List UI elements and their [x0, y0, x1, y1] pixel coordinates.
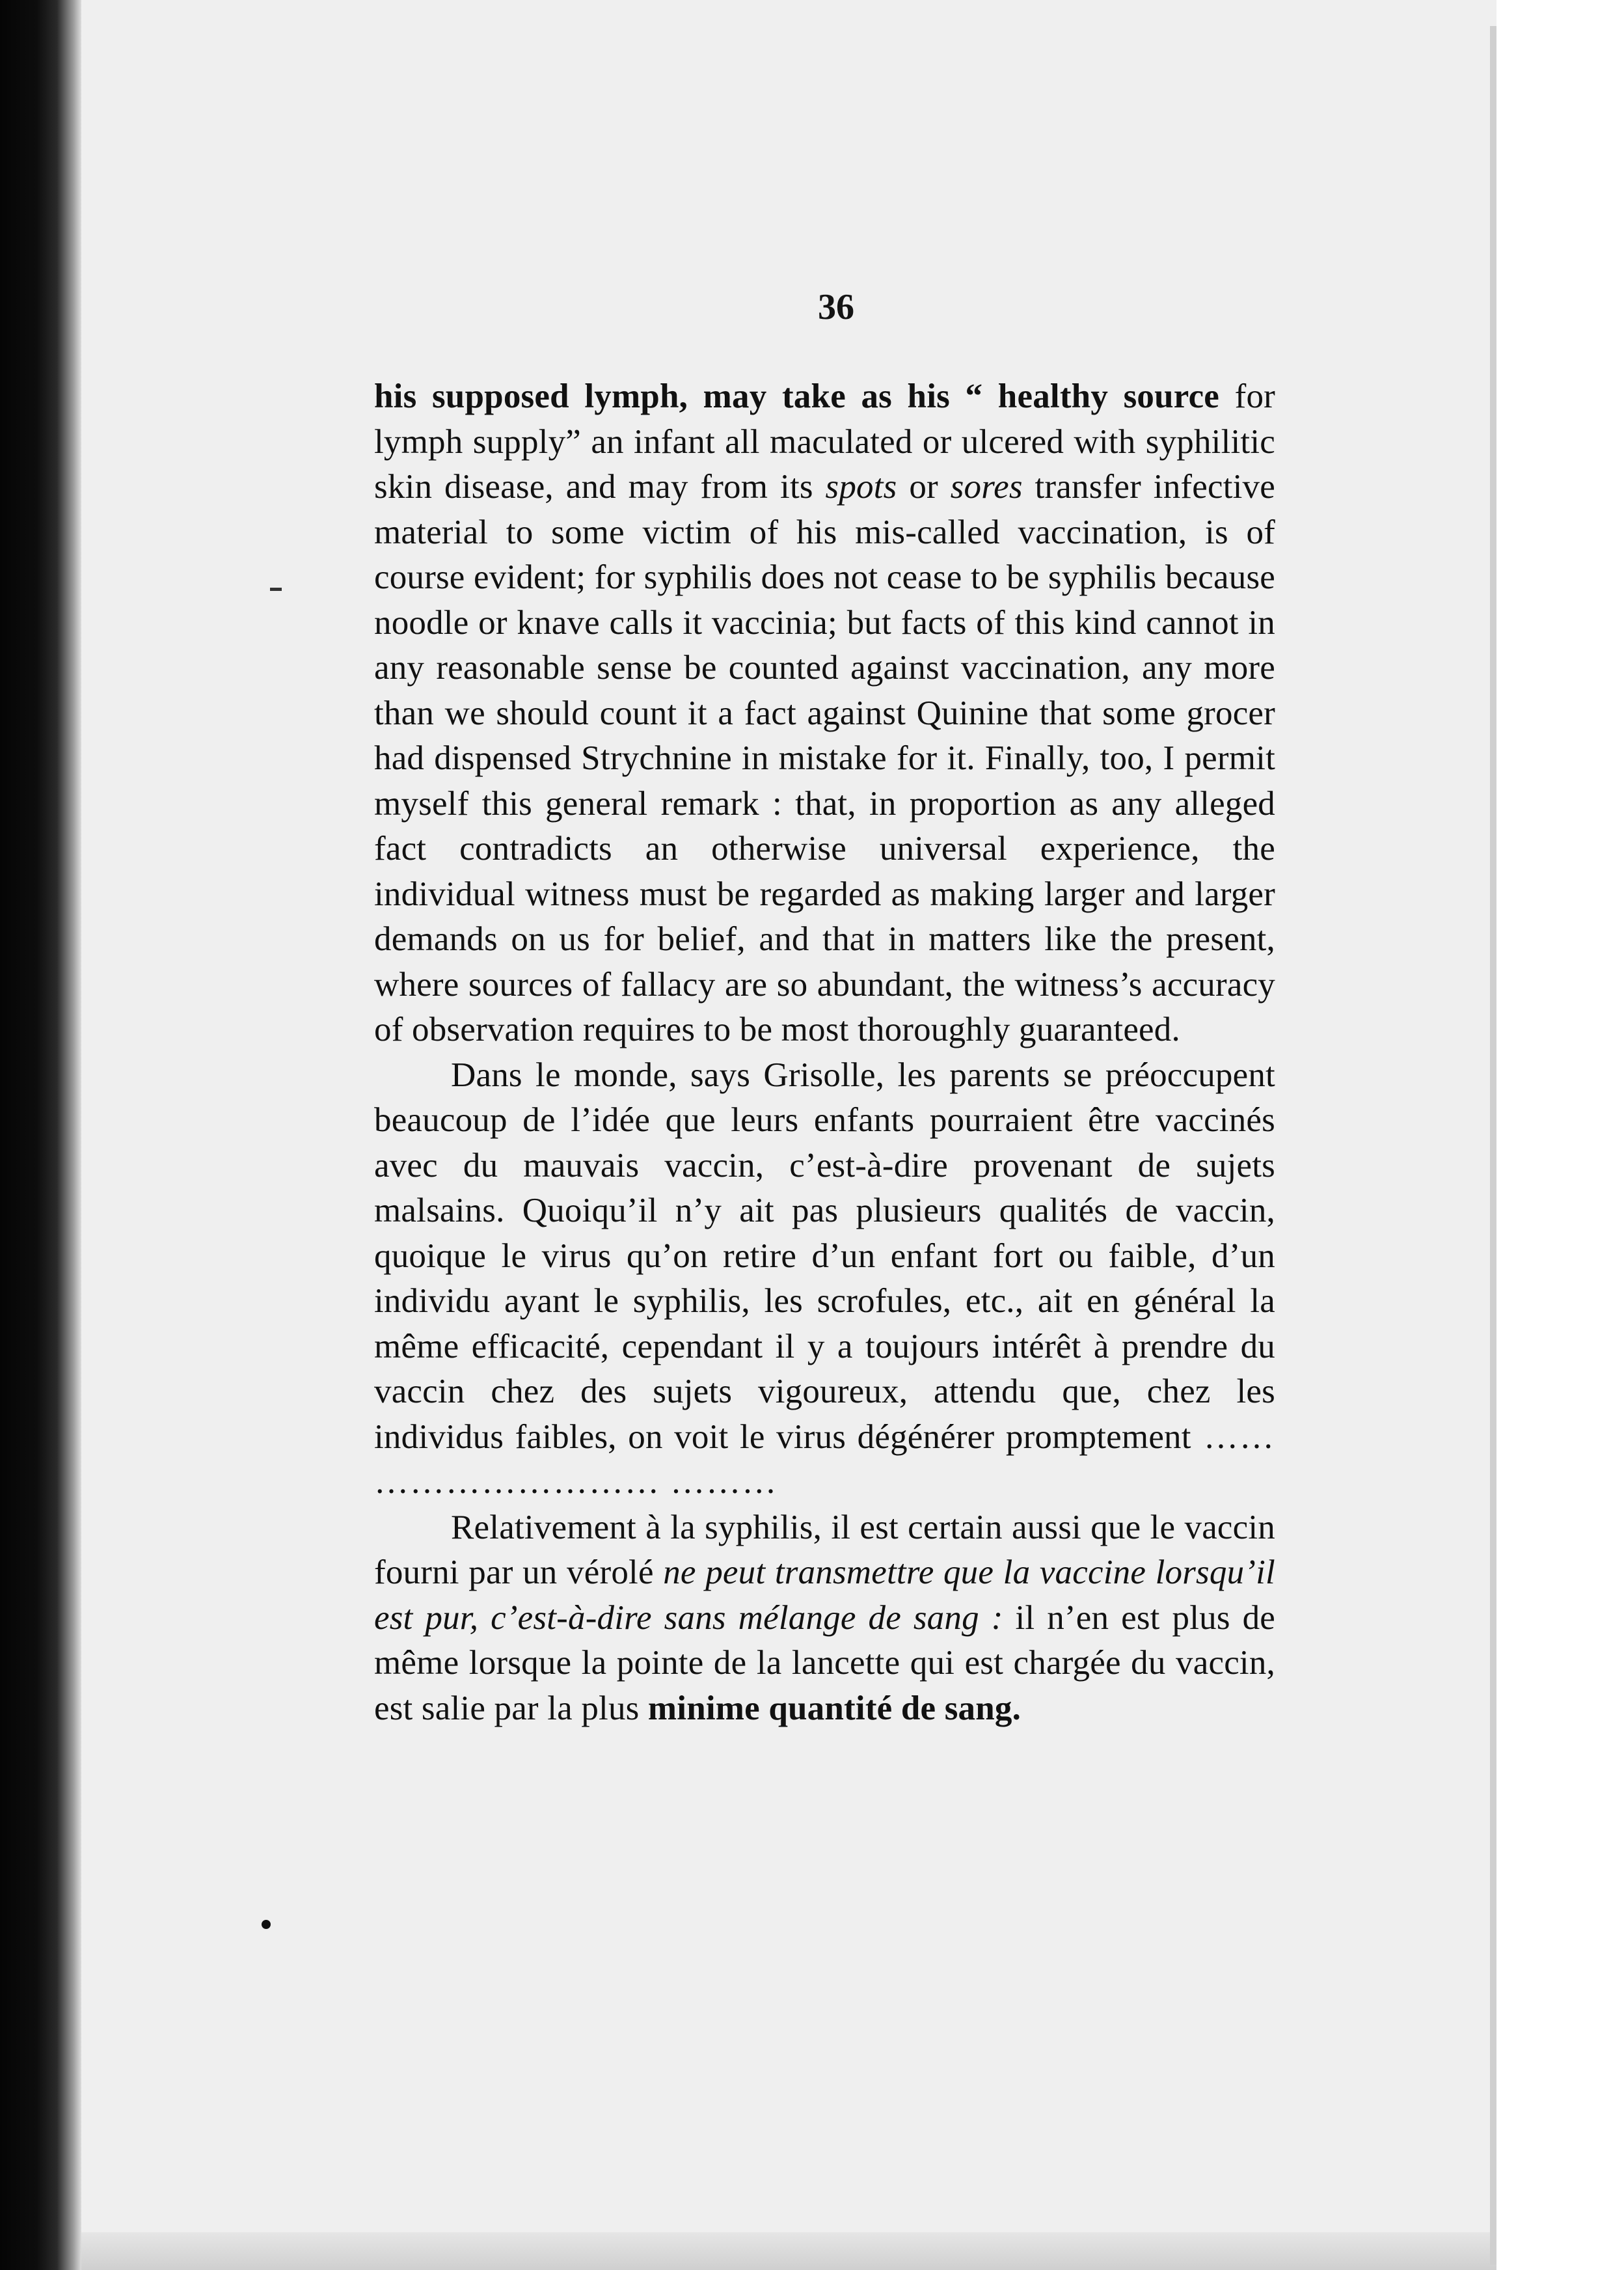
paragraph-2 — [374, 1053, 1275, 1505]
margin-dot — [262, 1920, 271, 1929]
paragraph-1 — [374, 374, 1275, 1053]
text-segment: spots — [825, 468, 897, 506]
text-segment: sores — [950, 468, 1023, 506]
paragraph-3 — [374, 1505, 1275, 1732]
body-text — [374, 374, 1275, 1731]
page-number: 36 — [818, 287, 854, 327]
text-segment: ne peut transmettre que la vaccine lorsqu’il est pur, c’est-à-dire sans mélange de sang : — [374, 1553, 1275, 1637]
scan-right-margin — [1496, 0, 1624, 2270]
text-segment: Relativement à la syphilis, il est certain aussi que le vaccin fourni par un vérolé — [374, 1508, 1275, 1591]
text-segment: minime quantité de sang. — [647, 1689, 1022, 1727]
page-fore-edge — [1490, 26, 1496, 2265]
text-segment: transfer infective material to some victim of his mis-called vaccination, is of course evident; for syphilis does not cease to be syphilis because noodle or knave calls it vaccinia; but facts of this kind cannot in any reasonable sense be counted against vaccination, any more than we should count it a fact against Quinine that some grocer had dispensed Strychnine in mistake for it. Finally, too, I permit myself this general remark : that, in proportion as any alleged fact contradicts an otherwise universal experience, the individual witness must be regarded as making larger and larger demands on us for belief, and that in matters like the present, where sources of fallacy are so abundant, the witness’s accuracy of observation requires to be most thoroughly guaranteed. — [374, 468, 1275, 1048]
text-segment: il n’en est plus de même lorsque la pointe de la lancette qui est chargée du vaccin, est salie par la plus — [374, 1598, 1276, 1727]
scan-left-border — [0, 0, 81, 2270]
margin-mark — [270, 588, 282, 591]
text-segment: or — [897, 468, 951, 506]
scan-bottom-edge — [81, 2232, 1496, 2270]
text-segment: Dans le monde, says Grisolle, les parents se préoccupent beaucoup de l’idée que leurs enfants pourraient être vaccinés avec du mauvais vaccin, c’est-à-dire provenant de sujets malsains. Quoiqu’il n’y ait pas plusieurs qualités de vaccin, quoique le virus qu’on retire d’un enfant fort ou faible, d’un individu ayant le syphilis, les scrofules, etc., ait en général la même efficacité, cependant il y a toujours intérêt à prendre du vaccin chez des sujets vigoureux, attendu que, chez les individus faibles, on voit le virus dégénérer promptement — [374, 1056, 1275, 1456]
text-segment: …… …………………… ……… — [374, 1417, 1275, 1501]
text-segment: his supposed lymph, may take as his “ healthy source — [374, 377, 1220, 415]
text-segment: for lymph supply” an infant all maculated or ulcered with syphilitic skin disease, and may from its — [374, 377, 1275, 506]
